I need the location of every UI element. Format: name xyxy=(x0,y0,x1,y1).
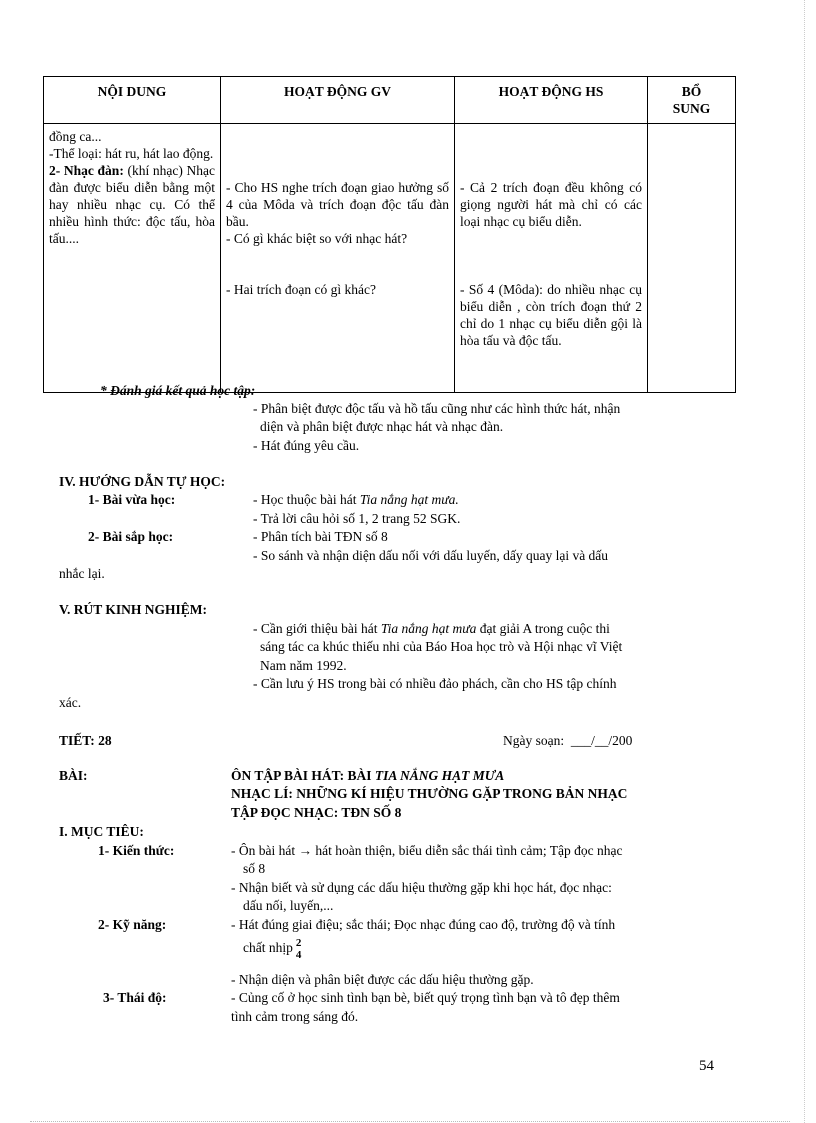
student-cell xyxy=(455,124,648,393)
experience-line: Nam năm 1992. xyxy=(260,658,347,673)
knowledge-line: - Ôn bài hát → hát hoàn thiện, biểu diễn sắc thái tình cảm; Tập đọc nhạc xyxy=(231,843,623,858)
skills-label: 2- Kỹ năng: xyxy=(98,917,167,932)
knowledge-line: - Nhận biết và sử dụng các dấu hiệu thường gặp khi học hát, đọc nhạc: xyxy=(231,880,612,895)
skills-line: - Hát đúng giai điệu; sắc thái; Đọc nhạc đúng cao độ, trường độ và tính xyxy=(231,917,616,932)
date-value: ___/__/200 xyxy=(570,733,633,748)
just-learned-label: 1- Bài vừa học: xyxy=(88,492,176,507)
teacher-activity-1: - Cho HS nghe trích đoạn giao hưởng số 4 của Môda và trích đoạn độc tấu đàn bầu. xyxy=(226,180,449,229)
lesson-title-reading: TẬP ĐỌC NHẠC: TĐN SỐ 8 xyxy=(231,805,402,820)
experience-line: sáng tác ca khúc thiếu nhi của Báo Hoa học trò và Hội nhạc vĩ Việt xyxy=(260,639,623,654)
page-number: 54 xyxy=(699,1058,714,1074)
content-instrumental xyxy=(49,162,215,247)
text: - Cần giới thiệu bài hát xyxy=(253,621,381,636)
skills-line xyxy=(243,937,301,961)
teacher-activity-3: - Hai trích đoạn có gì khác? xyxy=(226,282,376,297)
experience-line: - Cần lưu ý HS trong bài có nhiều đảo phách, cần cho HS tập chính xyxy=(253,676,617,691)
knowledge-label: 1- Kiến thức: xyxy=(98,843,175,858)
text: đạt giải A trong cuộc thi xyxy=(476,621,610,636)
lesson-activity-table xyxy=(43,76,736,393)
content-genre: -Thể loại: hát ru, hát lao động. xyxy=(49,146,214,161)
lesson-number: TIẾT: 28 xyxy=(59,733,112,748)
just-learned-line: - Trả lời câu hỏi số 1, 2 trang 52 SGK. xyxy=(253,511,461,526)
assessment-line: - Phân biệt được độc tấu và hồ tấu cũng như các hình thức hát, nhận xyxy=(253,401,621,416)
lesson-title-theory: NHẠC LÍ: NHỮNG KÍ HIỆU THƯỜNG GẶP TRONG BẢN NHẠC xyxy=(231,786,628,801)
teacher-cell xyxy=(221,124,455,393)
header-supplement: BỔ SUNG xyxy=(648,77,736,124)
experience-line: xác. xyxy=(59,695,82,710)
table-body-row xyxy=(44,124,736,393)
header-content: NỘI DUNG xyxy=(44,77,221,124)
skills-line: - Nhận diện và phân biệt được các dấu hiệu thường gặp. xyxy=(231,972,534,987)
song-title: Tia nắng hạt mưa xyxy=(380,621,477,636)
experience-line xyxy=(253,621,610,637)
upcoming-line: - So sánh và nhận diện dấu nối với dấu luyến, dấy quay lại và dấu xyxy=(253,548,609,563)
date-label: Ngày soạn: xyxy=(503,733,565,748)
attitude-label: 3- Thái độ: xyxy=(103,990,167,1005)
student-activity-2: - Số 4 (Môda): do nhiều nhạc cụ biểu diễn , còn trích đoạn thứ 2 chỉ do 1 nhạc cụ biểu diễn gội là hòa tấu và độc tấu. xyxy=(460,282,642,348)
section-5-title: V. RÚT KINH NGHIỆM: xyxy=(59,602,208,617)
instrumental-label: 2- Nhạc đàn: xyxy=(49,163,124,178)
content-line: đồng ca... xyxy=(49,129,102,144)
assessment-line: - Hát đúng yêu cầu. xyxy=(253,438,360,453)
attitude-line: - Củng cố ở học sinh tình bạn bè, biết quý trọng tình bạn và tô đẹp thêm xyxy=(231,990,620,1005)
supplement-cell xyxy=(648,124,736,393)
song-title: Tia nắng hạt mưa. xyxy=(359,492,459,507)
time-signature-top: 2 xyxy=(295,937,302,949)
assessment-line: diện và phân biệt được nhạc hát và nhạc đàn. xyxy=(260,419,504,434)
text: ÔN TẬP BÀI HÁT: BÀI xyxy=(231,768,375,783)
date-prepared xyxy=(503,733,632,749)
upcoming-label: 2- Bài sắp học: xyxy=(88,529,174,544)
assessment-title: * Đánh giá kết quả học tập: xyxy=(100,383,256,398)
text: chất nhịp xyxy=(243,940,293,956)
section-4-title: IV. HƯỚNG DẪN TỰ HỌC: xyxy=(59,474,226,489)
header-student-activity: HOẠT ĐỘNG HS xyxy=(455,77,648,124)
right-divider xyxy=(804,0,805,1123)
knowledge-line: dấu nối, luyến,... xyxy=(243,898,334,913)
objectives-title: I. MỤC TIÊU: xyxy=(59,824,144,839)
student-activity-1: - Cả 2 trích đoạn đều không có giọng người hát mà chỉ có các loại nhạc cụ biểu diễn. xyxy=(460,180,642,229)
table-header-row xyxy=(44,77,736,124)
upcoming-line: - Phân tích bài TĐN số 8 xyxy=(253,529,388,544)
knowledge-line: số 8 xyxy=(243,861,266,876)
time-signature xyxy=(296,937,302,961)
lesson-title xyxy=(231,768,504,784)
text: - Học thuộc bài hát xyxy=(253,492,360,507)
header-teacher-activity: HOẠT ĐỘNG GV xyxy=(221,77,455,124)
content-cell xyxy=(44,124,221,393)
time-signature-bottom: 4 xyxy=(295,949,302,961)
attitude-line: tình cảm trong sáng đó. xyxy=(231,1009,359,1024)
bottom-divider xyxy=(30,1121,790,1122)
teacher-activity-2: - Có gì khác biệt so với nhạc hát? xyxy=(226,231,408,246)
just-learned-line xyxy=(253,492,459,508)
lesson-label: BÀI: xyxy=(59,768,88,783)
instrumental-text: (khí nhạc) Nhạc đàn được biểu diễn bằng một hay nhiều nhạc cụ. Có thể nhiều hình thức: độc tấu, hòa tấu.... xyxy=(49,163,215,246)
song-title: TIA NẮNG HẠT MƯA xyxy=(374,768,505,783)
upcoming-line: nhắc lại. xyxy=(59,566,105,581)
